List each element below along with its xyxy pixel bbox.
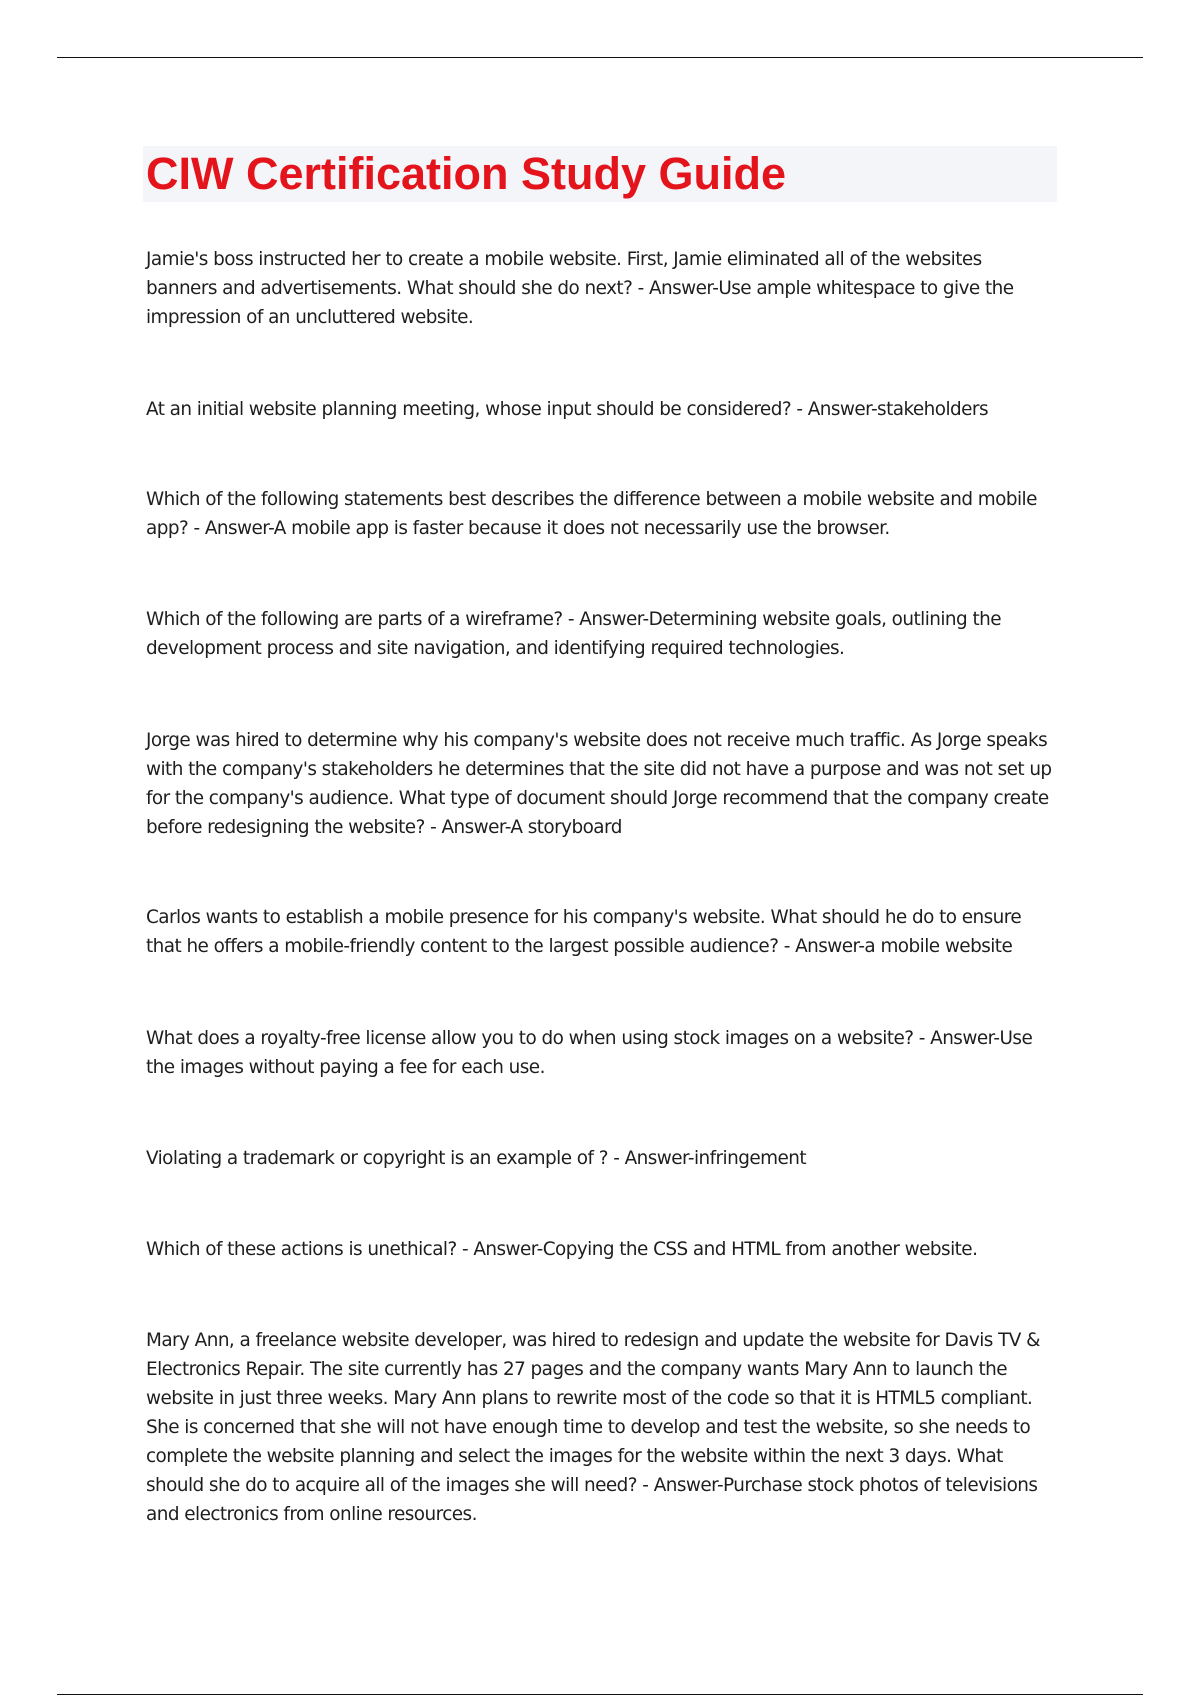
qa-entry: Jorge was hired to determine why his company's website does not receive much traffic. As Jorge speaks with the company's stakeholders he determines that the site did not have a purpose and was not set up for the company's audience. What type of document should Jorge recommend that the company create before redesigning the website? - Answer-A storyboard	[146, 730, 1052, 838]
qa-entry: Carlos wants to establish a mobile presence for his company's website. What should he do to ensure that he offers a mobile-friendly content to the largest possible audience? - Answer-a mobile website	[146, 907, 1022, 957]
bottom-rule	[57, 1694, 1143, 1695]
qa-entry: Which of the following are parts of a wireframe? - Answer-Determining website goals, outlining the development process and site navigation, and identifying required technologies.	[146, 609, 1001, 659]
qa-entry: Violating a trademark or copyright is an example of ? - Answer-infringement	[146, 1148, 807, 1169]
document-title: CIW Certification Study Guide	[146, 148, 787, 199]
qa-entry: Which of these actions is unethical? - Answer-Copying the CSS and HTML from another website.	[146, 1239, 978, 1260]
qa-entry: Mary Ann, a freelance website developer, was hired to redesign and update the website for Davis TV & Electronics Repair. The site currently has 27 pages and the company wants Mary Ann to launch the website in just three weeks. Mary Ann plans to rewrite most of the code so that it is HTML5 compliant. She is concerned that she will not have enough time to develop and test the website, so she needs to complete the website planning and select the images for the website within the next 3 days. What should she do to acquire all of the images she will need? - Answer-Purchase stock photos of televisions and electronics from online resources.	[146, 1330, 1040, 1525]
qa-entry: What does a royalty-free license allow you to do when using stock images on a website? - Answer-Use the images without paying a fee for each use.	[146, 1028, 1033, 1078]
qa-entry: Which of the following statements best describes the difference between a mobile website and mobile app? - Answer-A mobile app is faster because it does not necessarily use the browser.	[146, 489, 1037, 539]
top-rule	[57, 57, 1143, 58]
qa-entry: Jamie's boss instructed her to create a mobile website. First, Jamie eliminated all of the websites banners and advertisements. What should she do next? - Answer-Use ample whitespace to give the impression of an uncluttered website.	[146, 249, 1014, 328]
qa-entry: At an initial website planning meeting, whose input should be considered? - Answer-stakeholders	[146, 399, 988, 420]
